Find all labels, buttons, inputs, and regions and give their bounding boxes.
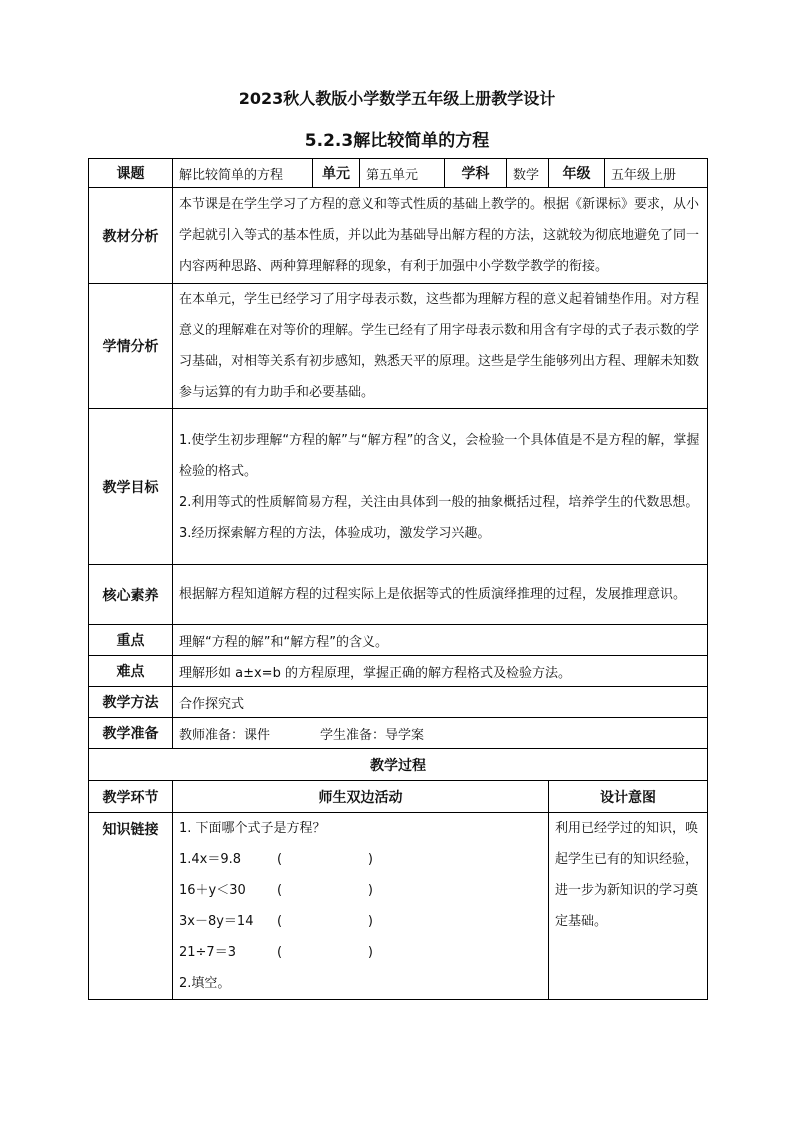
students-label: 学情分析 (89, 284, 173, 409)
prep-label: 教学准备 (89, 718, 173, 749)
question-text: 1. 下面哪个式子是方程？ (179, 821, 326, 836)
document-subtitle: 5.2.3解比较简单的方程 (304, 131, 490, 151)
document-title: 2023秋人教版小学数学五年级上册教学设计 (238, 89, 556, 108)
teacher-prep: 教师准备：课件 (179, 727, 271, 743)
key-text: 理解“方程的解”和“解方程”的含义。 (173, 625, 708, 656)
choice-row (179, 906, 542, 937)
method-text: 合作探究式 (173, 687, 708, 718)
process-title: 教学过程 (89, 749, 708, 781)
material-text: 本节课是在学生学习了方程的意义和等式性质的基础上教学的。根据《新课标》要求，从小学起就引入等式的基本性质，并以此为基础导出解方程的方法，这就较为彻底地避免了同一内容两种思路、两种算理解释的现象，有利于加强中小学数学教学的衔接。 (173, 188, 708, 284)
header-row (89, 159, 708, 188)
core-label: 核心素养 (89, 565, 173, 625)
prep-cell (173, 718, 708, 749)
choice-row (179, 875, 542, 906)
goals-label: 教学目标 (89, 409, 173, 565)
grade-label: 年级 (549, 159, 605, 188)
knowledge-link-row (89, 813, 708, 1000)
grade-value: 五年级上册 (605, 159, 708, 188)
material-row (89, 188, 708, 284)
difficulty-label: 难点 (89, 656, 173, 687)
goal-item-2: 2.利用等式的性质解简易方程，关注由具体到一般的抽象概括过程，培养学生的代数思想。 (179, 494, 699, 510)
difficulty-row (89, 656, 708, 687)
knowledge-link-intent: 利用已经学过的知识，唤起学生已有的知识经验，进一步为新知识的学习奠定基础。 (549, 813, 708, 1000)
answer-blank[interactable]: ( ) (277, 945, 373, 960)
material-label: 教材分析 (89, 188, 173, 284)
activity-column-header: 师生双边活动 (173, 781, 549, 813)
expression: 21÷7＝3 (179, 945, 236, 960)
subject-value: 数学 (507, 159, 549, 188)
process-title-row (89, 749, 708, 781)
goals-cell (173, 409, 708, 565)
choice-row (179, 844, 542, 875)
method-row (89, 687, 708, 718)
difficulty-text: 理解形如 a±x=b 的方程原理，掌握正确的解方程格式及检验方法。 (173, 656, 708, 687)
topic-value: 解比较简单的方程 (173, 159, 313, 188)
students-text: 在本单元，学生已经学习了用字母表示数，这些都为理解方程的意义起着铺垫作用。对方程意义的理解难在对等价的理解。学生已经有了用字母表示数和用含有字母的式子表示数的学习基础，对相等关系有初步感知，熟悉天平的原理。这些是学生能够列出方程、理解未知数参与运算的有力助手和必要基础。 (173, 284, 708, 409)
students-row (89, 284, 708, 409)
intent-column-header: 设计意图 (549, 781, 708, 813)
stage-column-header: 教学环节 (89, 781, 173, 813)
expression: 3x－8y＝14 (179, 914, 254, 929)
knowledge-link-activity (173, 813, 549, 1000)
key-label: 重点 (89, 625, 173, 656)
subject-label: 学科 (445, 159, 507, 188)
process-header-row (89, 781, 708, 813)
core-row (89, 565, 708, 625)
knowledge-link-label: 知识链接 (89, 813, 173, 1000)
key-row (89, 625, 708, 656)
core-text: 根据解方程知道解方程的过程实际上是依据等式的性质演绎推理的过程，发展推理意识。 (173, 565, 708, 625)
answer-blank[interactable]: ( ) (277, 883, 373, 898)
goal-item-1: 1.使学生初步理解“方程的解”与“解方程”的含义，会检验一个具体值是不是方程的解，掌握检验的格式。 (179, 432, 700, 479)
answer-blank[interactable]: ( ) (277, 914, 373, 929)
unit-label: 单元 (313, 159, 360, 188)
goal-item-3: 3.经历探索解方程的方法，体验成功，激发学习兴趣。 (179, 525, 491, 541)
prep-row (89, 718, 708, 749)
unit-value: 第五单元 (360, 159, 445, 188)
student-prep: 学生准备：导学案 (320, 727, 425, 743)
expression: 1.4x＝9.8 (179, 852, 242, 867)
fill-blank-heading: 2.填空。 (179, 976, 231, 991)
expression: 16＋y＜30 (179, 883, 246, 898)
goals-row (89, 409, 708, 565)
answer-blank[interactable]: ( ) (277, 852, 373, 867)
lesson-plan-table (88, 158, 708, 1000)
choice-row (179, 937, 542, 968)
topic-label: 课题 (89, 159, 173, 188)
method-label: 教学方法 (89, 687, 173, 718)
